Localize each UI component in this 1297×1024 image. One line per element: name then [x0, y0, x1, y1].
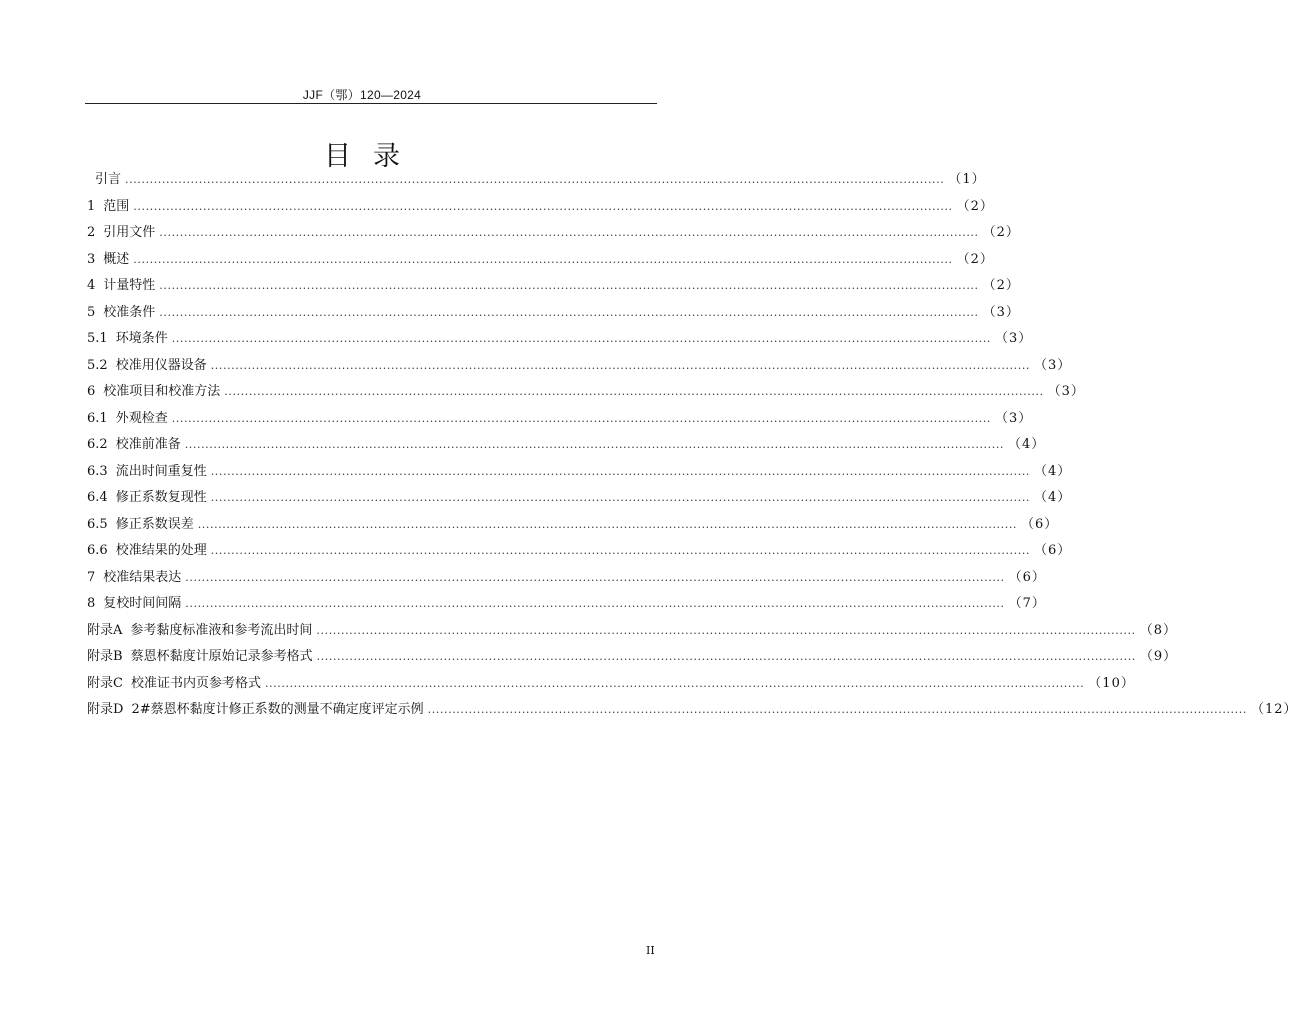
toc-entry-number: 3	[87, 251, 96, 267]
toc-entry-visual-inspection[interactable]	[87, 408, 1033, 435]
toc-entry-page: （4）	[1034, 463, 1072, 479]
toc-leader-dots: ........................................................................................................................................................................................................	[171, 411, 992, 425]
toc-entry-number: 6.1	[87, 410, 108, 426]
toc-leader-dots: ........................................................................................................................................................................................................	[210, 544, 1031, 557]
toc-entry-number: 2	[87, 225, 96, 240]
toc-entry-number: 6.6	[87, 543, 108, 558]
toc-entry-title: 计量特性	[103, 278, 156, 293]
toc-leader-dots: ........................................................................................................................................................................................................	[185, 570, 1005, 584]
toc-leader-dots: ........................................................................................................................................................................................................	[159, 305, 979, 319]
toc-leader-dots: ........................................................................................................................................................................................................	[171, 332, 992, 345]
toc-leader-dots: ........................................................................................................................................................................................................	[125, 173, 945, 186]
toc-entry-number: 附录B	[87, 649, 123, 664]
page-title: 目录	[324, 141, 422, 172]
toc-entry-number: 7	[87, 569, 96, 585]
toc-entry-calibration-equipment[interactable]	[87, 355, 1072, 382]
toc-leader-dots: ........................................................................................................................................................................................................	[316, 623, 1136, 637]
toc-entry-calibration-items-methods[interactable]	[87, 381, 1085, 408]
toc-leader-dots: ........................................................................................................................................................................................................	[210, 464, 1031, 478]
toc-entry-appendix-d[interactable]	[87, 699, 1297, 726]
toc-entry-page: （12）	[1250, 702, 1297, 717]
toc-entry-title: 复校时间间隔	[103, 596, 182, 611]
toc-entry-efflux-time-repeatability[interactable]	[87, 461, 1072, 488]
toc-entry-introduction[interactable]	[87, 169, 986, 196]
toc-entry-title: 2#蔡恩杯黏度计修正系数的测量不确定度评定示例	[131, 702, 424, 717]
toc-entry-page: （2）	[956, 198, 994, 214]
toc-entry-page: （2）	[956, 251, 994, 267]
toc-entry-page: （3）	[995, 331, 1033, 346]
toc-entry-scope[interactable]	[87, 196, 994, 223]
toc-entry-number: 6.2	[87, 437, 108, 452]
toc-entry-title: 引言	[95, 172, 122, 187]
toc-leader-dots: ........................................................................................................................................................................................................	[264, 676, 1085, 690]
toc-entry-number: 6	[87, 384, 96, 399]
toc-entry-title: 修正系数复现性	[115, 490, 207, 505]
toc-entry-title: 范围	[103, 198, 130, 214]
toc-entry-result-processing[interactable]	[87, 540, 1072, 567]
toc-entry-number: 5.1	[87, 331, 108, 346]
toc-leader-dots: ........................................................................................................................................................................................................	[210, 491, 1031, 504]
toc-entry-title: 流出时间重复性	[115, 463, 207, 479]
document-code-header: JJF（鄂）120—2024	[302, 88, 422, 102]
toc-entry-title: 环境条件	[115, 331, 168, 346]
toc-entry-number: 6.4	[87, 490, 108, 505]
toc-entry-calibration-conditions[interactable]	[87, 302, 1020, 329]
toc-entry-title: 校准结果的处理	[115, 543, 207, 558]
page-number: II	[646, 944, 655, 957]
toc-entry-page: （2）	[982, 278, 1020, 293]
toc-leader-dots: ........................................................................................................................................................................................................	[316, 650, 1136, 663]
toc-entry-title: 修正系数误差	[115, 516, 194, 532]
toc-entry-title: 参考黏度标准液和参考流出时间	[130, 622, 313, 638]
toc-entry-number: 附录D	[87, 702, 124, 717]
toc-leader-dots: ........................................................................................................................................................................................................	[197, 517, 1018, 531]
toc-leader-dots: ........................................................................................................................................................................................................	[184, 438, 1005, 451]
toc-leader-dots: ........................................................................................................................................................................................................	[185, 597, 1005, 610]
toc-entry-references[interactable]	[87, 222, 1020, 249]
toc-entry-appendix-b[interactable]	[87, 646, 1178, 673]
toc-entry-result-expression[interactable]	[87, 567, 1046, 594]
toc-entry-page: （6）	[1021, 516, 1059, 532]
toc-entry-page: （8）	[1139, 622, 1178, 638]
toc-entry-title: 校准结果表达	[103, 569, 182, 585]
toc-entry-number: 附录A	[87, 622, 123, 638]
toc-entry-number: 1	[87, 198, 96, 214]
toc-leader-dots: ........................................................................................................................................................................................................	[210, 358, 1031, 372]
toc-entry-appendix-c[interactable]	[87, 673, 1135, 700]
toc-entry-number: 5.2	[87, 357, 108, 373]
toc-entry-recalibration-interval[interactable]	[87, 593, 1046, 620]
toc-leader-dots: ........................................................................................................................................................................................................	[224, 385, 1044, 398]
toc-entry-page: （3）	[1034, 357, 1072, 373]
toc-entry-page: （6）	[1008, 569, 1046, 585]
toc-leader-dots: ........................................................................................................................................................................................................	[159, 279, 979, 292]
toc-leader-dots: ........................................................................................................................................................................................................	[133, 199, 953, 213]
toc-leader-dots: ........................................................................................................................................................................................................	[427, 703, 1247, 716]
toc-entry-page: （1）	[948, 172, 986, 187]
toc-entry-number: 6.3	[87, 463, 108, 479]
toc-entry-page: （3）	[1047, 384, 1085, 399]
toc-entry-page: （3）	[982, 304, 1020, 320]
toc-entry-page: （2）	[982, 225, 1020, 240]
toc-entry-title: 校准条件	[103, 304, 156, 320]
toc-entry-environment-conditions[interactable]	[87, 328, 1033, 355]
toc-entry-title: 校准用仪器设备	[115, 357, 207, 373]
toc-entry-title: 校准项目和校准方法	[103, 384, 221, 399]
toc-entry-number: 6.5	[87, 516, 108, 532]
toc-entry-page: （6）	[1034, 543, 1072, 558]
toc-entry-correction-factor-error[interactable]	[87, 514, 1059, 541]
toc-entry-overview[interactable]	[87, 249, 994, 276]
header-divider	[85, 103, 657, 104]
toc-entry-title: 蔡恩杯黏度计原始记录参考格式	[130, 649, 313, 664]
toc-entry-number: 8	[87, 596, 96, 611]
toc-entry-appendix-a[interactable]	[87, 620, 1178, 647]
toc-leader-dots: ........................................................................................................................................................................................................	[159, 226, 979, 239]
toc-entry-title: 引用文件	[103, 225, 156, 240]
toc-entry-correction-factor-reproducibility[interactable]	[87, 487, 1072, 514]
toc-entry-page: （10）	[1088, 675, 1135, 691]
toc-entry-page: （4）	[1034, 490, 1072, 505]
toc-entry-page: （9）	[1139, 649, 1178, 664]
toc-entry-number: 4	[87, 278, 96, 293]
toc-entry-calibration-preparation[interactable]	[87, 434, 1046, 461]
toc-entry-page: （3）	[995, 410, 1033, 426]
toc-entry-title: 概述	[103, 251, 130, 267]
toc-entry-page: （4）	[1008, 437, 1046, 452]
toc-entry-title: 校准前准备	[115, 437, 181, 452]
table-of-contents	[87, 169, 1297, 726]
toc-entry-title: 外观检查	[115, 410, 168, 426]
toc-entry-metrological-characteristics[interactable]	[87, 275, 1020, 302]
toc-entry-number: 5	[87, 304, 96, 320]
toc-entry-title: 校准证书内页参考格式	[130, 675, 261, 691]
toc-entry-number: 附录C	[87, 675, 123, 691]
toc-entry-page: （7）	[1008, 596, 1046, 611]
toc-leader-dots: ........................................................................................................................................................................................................	[133, 252, 953, 266]
